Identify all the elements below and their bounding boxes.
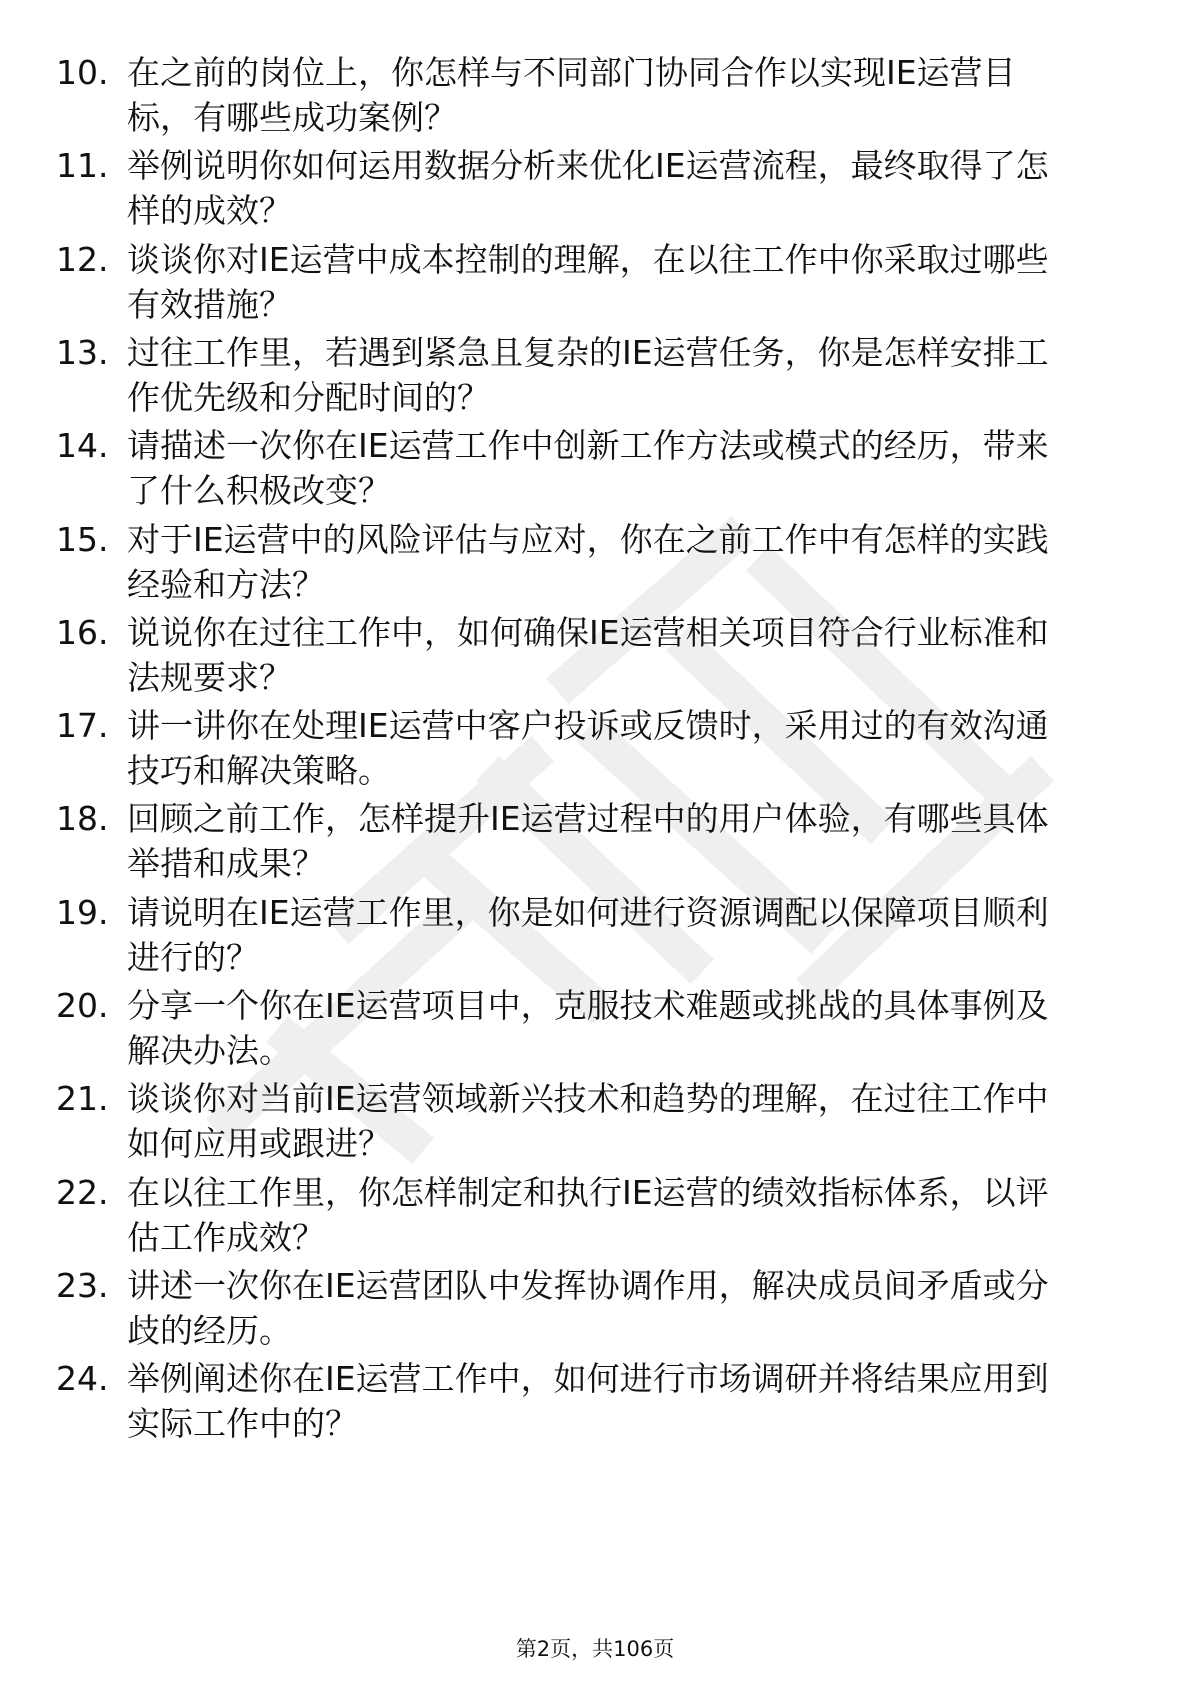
question-item <box>56 890 1136 990</box>
question-number: 22. <box>56 1173 109 1212</box>
question-text-line: 经验和方法？ <box>127 565 325 604</box>
question-text-line: 有效措施？ <box>127 285 292 324</box>
question-text <box>127 517 1127 607</box>
page-number-label: 第2页，共106页 <box>515 1637 675 1661</box>
question-text-line: 谈谈你对当前IE运营领域新兴技术和趋势的理解，在过往工作中 <box>127 1079 1049 1118</box>
question-item <box>56 517 1136 617</box>
question-text <box>127 50 1127 140</box>
question-number: 21. <box>56 1079 109 1118</box>
question-number: 20. <box>56 986 109 1025</box>
question-text <box>127 1076 1127 1166</box>
question-item <box>56 703 1136 803</box>
question-text-line: 分享一个你在IE运营项目中，克服技术难题或挑战的具体事例及 <box>127 986 1049 1025</box>
question-number: 12. <box>56 240 109 279</box>
question-text-line: 对于IE运营中的风险评估与应对，你在之前工作中有怎样的实践 <box>127 520 1049 559</box>
question-text-line: 举措和成果？ <box>127 844 325 883</box>
question-text-line: 举例阐述你在IE运营工作中，如何进行市场调研并将结果应用到 <box>127 1359 1049 1398</box>
question-text-line: 实际工作中的？ <box>127 1404 358 1443</box>
question-text-line: 技巧和解决策略。 <box>127 751 391 790</box>
question-text-line: 谈谈你对IE运营中成本控制的理解，在以往工作中你采取过哪些 <box>127 240 1049 279</box>
question-text-line: 标，有哪些成功案例？ <box>127 98 457 137</box>
question-item <box>56 1076 1136 1176</box>
question-text-line: 请描述一次你在IE运营工作中创新工作方法或模式的经历，带来 <box>127 426 1049 465</box>
question-text-line: 如何应用或跟进？ <box>127 1124 391 1163</box>
question-number: 16. <box>56 613 109 652</box>
question-item <box>56 1263 1136 1363</box>
question-text <box>127 610 1127 700</box>
question-number: 23. <box>56 1266 109 1305</box>
question-item <box>56 423 1136 523</box>
question-item <box>56 237 1136 337</box>
question-item <box>56 330 1136 430</box>
question-item <box>56 610 1136 710</box>
question-number: 24. <box>56 1359 109 1398</box>
question-text-line: 请说明在IE运营工作里，你是如何进行资源调配以保障项目顺利 <box>127 893 1049 932</box>
question-text-line: 过往工作里，若遇到紧急且复杂的IE运营任务，你是怎样安排工 <box>127 333 1049 372</box>
question-text-line: 估工作成效？ <box>127 1218 325 1257</box>
question-text-line: 法规要求？ <box>127 658 292 697</box>
question-text <box>127 330 1127 420</box>
question-text <box>127 237 1127 327</box>
question-text <box>127 890 1127 980</box>
question-text <box>127 703 1127 793</box>
page-footer <box>0 1635 1190 1663</box>
question-text-line: 讲述一次你在IE运营团队中发挥协调作用，解决成员间矛盾或分 <box>127 1266 1049 1305</box>
question-text <box>127 983 1127 1073</box>
question-text <box>127 143 1127 233</box>
question-number: 11. <box>56 146 109 185</box>
question-text <box>127 796 1127 886</box>
question-text-line: 了什么积极改变？ <box>127 471 391 510</box>
question-text <box>127 423 1127 513</box>
question-item <box>56 1356 1136 1456</box>
question-text-line: 样的成效？ <box>127 191 292 230</box>
question-text-line: 说说你在过往工作中，如何确保IE运营相关项目符合行业标准和 <box>127 613 1049 652</box>
question-item <box>56 50 1136 150</box>
question-text-line: 讲一讲你在处理IE运营中客户投诉或反馈时，采用过的有效沟通 <box>127 706 1049 745</box>
question-text-line: 作优先级和分配时间的？ <box>127 378 490 417</box>
question-text-line: 回顾之前工作，怎样提升IE运营过程中的用户体验，有哪些具体 <box>127 799 1049 838</box>
question-text-line: 在之前的岗位上，你怎样与不同部门协同合作以实现IE运营目 <box>127 53 1016 92</box>
question-number: 17. <box>56 706 109 745</box>
question-number: 15. <box>56 520 109 559</box>
question-text-line: 解决办法。 <box>127 1031 292 1070</box>
question-text-line: 进行的？ <box>127 938 259 977</box>
question-number: 19. <box>56 893 109 932</box>
question-item <box>56 796 1136 896</box>
question-text-line: 歧的经历。 <box>127 1311 292 1350</box>
question-item <box>56 1170 1136 1270</box>
question-text <box>127 1356 1127 1446</box>
question-number: 18. <box>56 799 109 838</box>
question-number: 14. <box>56 426 109 465</box>
question-item <box>56 143 1136 243</box>
question-text <box>127 1263 1127 1353</box>
question-item <box>56 983 1136 1083</box>
question-number: 13. <box>56 333 109 372</box>
question-number: 10. <box>56 53 109 92</box>
question-text-line: 举例说明你如何运用数据分析来优化IE运营流程，最终取得了怎 <box>127 146 1049 185</box>
question-text <box>127 1170 1127 1260</box>
question-text-line: 在以往工作里，你怎样制定和执行IE运营的绩效指标体系，以评 <box>127 1173 1049 1212</box>
